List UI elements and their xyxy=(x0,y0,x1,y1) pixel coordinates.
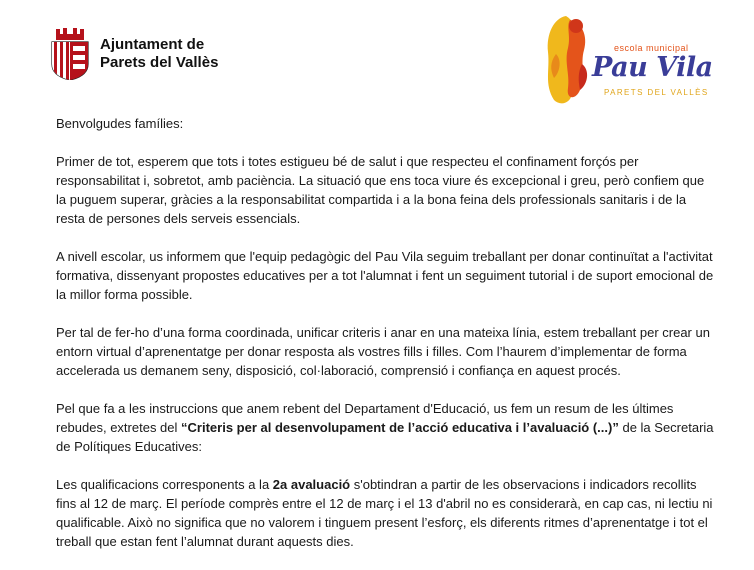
paragraph-2: A nivell escolar, us informem que l'equip pedagògic del Pau Vila seguim treballant per donar continuïtat a l'activitat formativa, dissenyant propostes educatives per a tot l'alumnat i fent un seguiment tutorial i de suport emocional de la millor forma possible. xyxy=(56,249,714,302)
school-logo xyxy=(536,14,726,106)
evaluation-term: 2a avaluació xyxy=(272,477,351,492)
paragraph-5-text-b: s'obtindran a partir de les observacions i indicadors recollits fins al 12 de març. El període comprès entre el 12 de març i el 13 d'abril no es considerarà, en cap cas, ni lectiu ni qualificable. Això no significa que no valorem i tinguem present l’esforç, els diferents ritmes d’aprenentatge i tot el treball que estan fent l’alumnat durant aquests dies. xyxy=(56,477,713,549)
greeting: Benvolgudes famílies: xyxy=(56,116,184,131)
paragraph-4 xyxy=(56,399,716,456)
paragraph-3: Per tal de fer-ho d’una forma coordinada, unificar criteris i anar en una mateixa línia, estem treballant per crear un entorn virtual d’aprenentatge per donar resposta als vostres fills i filles. Com l’haurem d’implementar de forma accelerada us demanem seny, disposició, col·laboració, comprensió i confiança en aquest procés. xyxy=(56,325,710,378)
ajuntament-name-line1: Ajuntament de xyxy=(100,36,205,53)
paragraph-1: Primer de tot, esperem que tots i totes estigueu bé de salut i que respecteu el confinament forçós per responsabilitat i, sobretot, amb paciència. La situació que ens toca viure és excepcional i greu, però confiem que la puguem superar, gràcies a la responsabilitat compartida i a la bona feina dels professionals sanitaris i de la resta de persones dels serveis essencials. xyxy=(56,154,705,226)
paragraph-5 xyxy=(56,475,716,551)
paragraph-4-text-a: Pel que fa a les instruccions que anem rebent del Departament d'Educació, us fem un resum de les últimes rebudes, extretes del xyxy=(56,401,674,435)
school-type-label: escola municipal xyxy=(614,43,689,53)
letterhead xyxy=(0,0,754,110)
letter-body xyxy=(56,114,716,570)
ajuntament-logo xyxy=(50,28,218,80)
paragraph-4-text-b: de la Secretaria de Polítiques Educatives: xyxy=(56,420,714,454)
paragraph-5-text-a: Les qualificacions corresponents a la xyxy=(56,477,273,492)
coat-of-arms-icon xyxy=(50,28,90,80)
school-name: Pau Vila xyxy=(592,52,713,83)
ajuntament-name-line2: Parets del Vallès xyxy=(100,54,219,71)
document-title: “Criteris per al desenvolupament de l’acció educativa i l’avaluació (...)” xyxy=(181,420,619,435)
school-town: PARETS DEL VALLÈS xyxy=(604,88,709,97)
